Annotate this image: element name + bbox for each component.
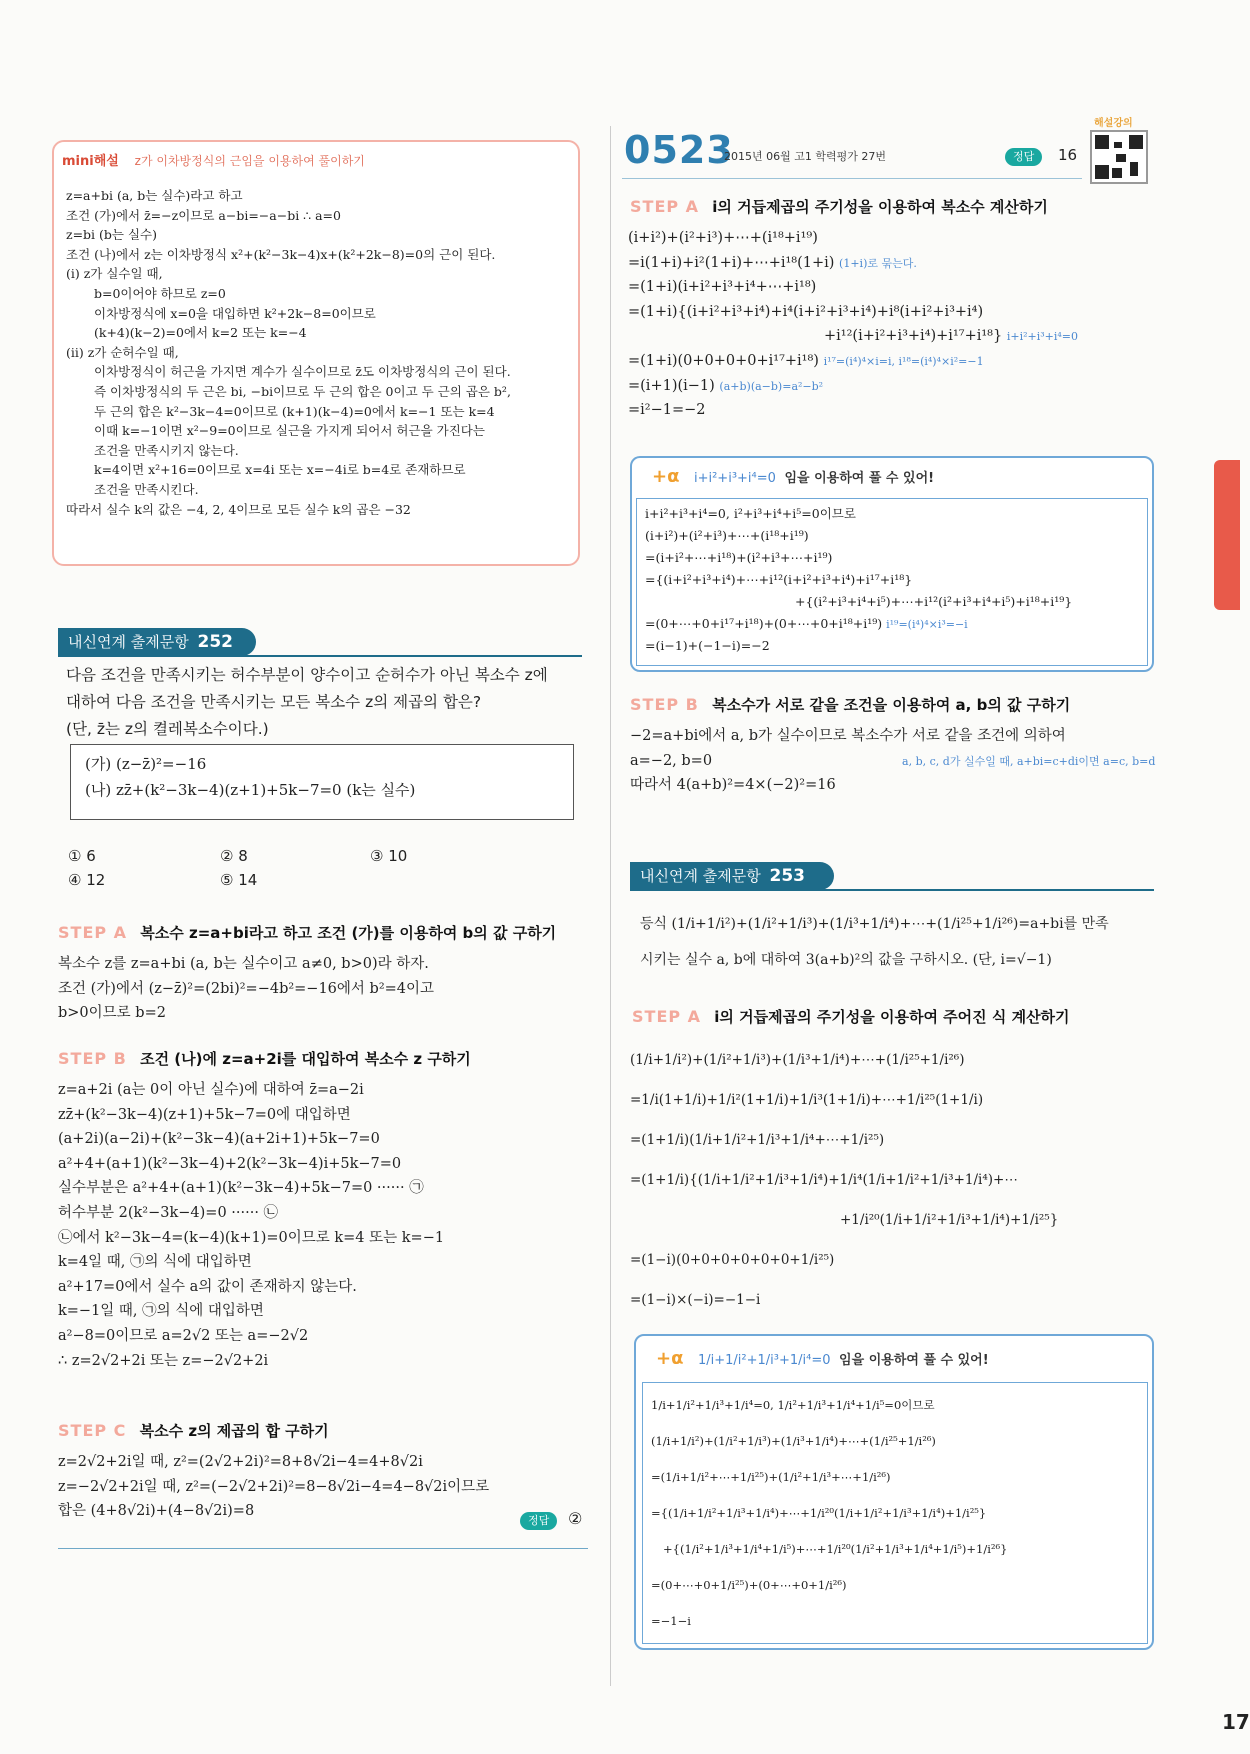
condition-line: (나) zz̄+(k²−3k−4)(z+1)+5k−7=0 (k는 실수): [85, 781, 416, 799]
step-line: =(1+1/i)(1/i+1/i²+1/i³+1/i⁴+⋯+1/i²⁵): [630, 1132, 885, 1148]
step-line: 조건 (가)에서 (z−z̄)²=(2bi)²=−4b²=−16에서 b²=4이고: [58, 980, 435, 997]
tip-box-2: [634, 1334, 1154, 1650]
step-line: −2=a+bi에서 a, b가 실수이므로 복소수가 서로 같을 조건에 의하여: [630, 728, 1066, 744]
step-label: STEP A: [630, 197, 700, 216]
tip-line-text: =(0+⋯+0+i¹⁷+i¹⁸)+(0+⋯+0+i¹⁸+i¹⁹): [645, 616, 883, 631]
tag-rule: [630, 889, 1154, 891]
step-label: STEP B: [630, 695, 699, 714]
question-line: 다음 조건을 만족시키는 허수부분이 양수이고 순허수가 아닌 복소수 z에: [66, 666, 548, 684]
tip-line: 1/i+1/i²+1/i³+1/i⁴=0, 1/i²+1/i³+1/i⁴+1/i⁵=0이므로: [651, 1398, 935, 1412]
step-line: [628, 324, 1148, 349]
tip-line: ={(1/i+1/i²+1/i³+1/i⁴)+⋯+1/i²⁰(1/i+1/i²+1/i³+1/i⁴)+1/i²⁵}: [651, 1506, 987, 1520]
tag-number: 252: [197, 632, 233, 652]
mini-line: 조건을 만족시키지 않는다.: [94, 442, 239, 458]
step-line: a²+4+(a+1)(k²−3k−4)+2(k²−3k−4)i+5k−7=0: [58, 1155, 402, 1172]
step-line: 복소수 z를 z=a+bi (a, b는 실수이고 a≠0, b>0)라 하자.: [58, 956, 429, 972]
step-label: STEP A: [58, 923, 128, 942]
step-line: 실수부분은 a²+4+(a+1)(k²−3k−4)+5k−7=0 ······ ㉠: [58, 1180, 424, 1197]
mini-line: (ⅱ) z가 순허수일 때,: [66, 344, 179, 360]
step-title: 복소수 z=a+bi라고 하고 조건 (가)를 이용하여 b의 값 구하기: [140, 924, 557, 942]
tip-header: [656, 1348, 989, 1369]
tip-header: [652, 466, 934, 487]
mini-line: 이때 k=−1이면 x²−9=0이므로 실근을 가지게 되어서 허근을 가진다는: [94, 423, 485, 439]
step-line-text: a=−2, b=0: [630, 752, 713, 769]
answer-value: ②: [568, 1509, 583, 1528]
step-title: 복소수 z의 제곱의 합 구하기: [139, 1422, 329, 1440]
mini-line: z=bi (b는 실수): [66, 227, 157, 243]
header-rule: [622, 178, 1082, 179]
step-line-text: =i(1+i)+i²(1+i)+⋯+i¹⁸(1+i): [628, 254, 835, 271]
step-line: a²−8=0이므로 a=2√2 또는 a=−2√2: [58, 1327, 309, 1344]
left-step-c-body: [58, 1450, 582, 1524]
tip-title: 임을 이용하여 풀 수 있어!: [784, 471, 935, 486]
step-line: [630, 749, 1156, 774]
step-line: z=a+2i (a는 0이 아닌 실수)에 대하여 z̄=a−2i: [58, 1082, 364, 1098]
right-step-b-body: [630, 724, 1156, 798]
tip-line: [645, 613, 1139, 635]
step-note: a, b, c, d가 실수일 때, a+bi=c+di이면 a=c, b=d: [902, 754, 1156, 768]
mini-line: (k+4)(k−2)=0에서 k=2 또는 k=−4: [94, 325, 307, 341]
tip-line: =−1−i: [651, 1614, 691, 1628]
mini-line: 즉 이차방정식의 두 근은 bi, −bi이므로 두 근의 합은 0이고 두 근의 곱은 b²,: [94, 383, 511, 399]
mini-line: 따라서 실수 k의 값은 −4, 2, 4이므로 모든 실수 k의 곱은 −32: [66, 501, 411, 517]
mini-line: k=4이면 x²+16=0이므로 x=4i 또는 x=−4i로 b=4로 존재하므로: [94, 462, 466, 478]
tip-formula: i+i²+i³+i⁴=0: [693, 471, 776, 486]
tip-line: =(0+⋯+0+1/i²⁵)+(0+⋯+0+1/i²⁶): [651, 1578, 847, 1592]
step-line-text: +i¹²(i+i²+i³+i⁴)+i¹⁷+i¹⁸}: [824, 328, 1003, 345]
problem-252-conditions: [70, 744, 574, 820]
problem-252-choices: [68, 844, 568, 894]
question-line: 대하여 다음 조건을 만족시키는 모든 복소수 z의 제곱의 합은?: [66, 693, 482, 711]
problem-253-tag: [630, 862, 834, 890]
choice-4[interactable]: ④ 12: [68, 871, 106, 889]
step-title: i의 거듭제곱의 주기성을 이용하여 주어진 식 계산하기: [714, 1008, 1070, 1026]
step-line: 허수부분 2(k²−3k−4)=0 ······ ㉡: [58, 1204, 279, 1221]
tag-number: 253: [769, 866, 805, 886]
tip-line: +{(1/i²+1/i³+1/i⁴+1/i⁵)+⋯+1/i²⁰(1/i²+1/i³+1/i⁴+1/i⁵)+1/i²⁶}: [663, 1542, 1008, 1556]
right-step-b-header: [630, 694, 1070, 715]
tip-formula: 1/i+1/i²+1/i³+1/i⁴=0: [697, 1353, 831, 1368]
step-line: k=−1일 때, ㉠의 식에 대입하면: [58, 1303, 264, 1320]
mini-line: 두 근의 합은 k²−3k−4=0이므로 (k+1)(k−4)=0에서 k=−1 또는 k=4: [94, 403, 495, 419]
right-step-a-header: [630, 196, 1048, 217]
answer-badge: 정답: [1005, 148, 1042, 166]
mini-line: (ⅰ) z가 실수일 때,: [66, 266, 163, 282]
mini-line: 조건을 만족시킨다.: [94, 481, 199, 497]
step-line: 따라서 4(a+b)²=4×(−2)²=16: [630, 777, 836, 794]
step-note: (a+b)(a−b)=a²−b²: [719, 379, 824, 393]
plus-alpha-icon: +α: [652, 466, 680, 487]
mini-line: 조건 (가)에서 z̄=−z이므로 a−bi=−a−bi ∴ a=0: [66, 207, 341, 223]
step-line: +1/i²⁰(1/i+1/i²+1/i³+1/i⁴)+1/i²⁵}: [840, 1212, 1059, 1228]
question-line: (단, z̄는 z의 켤레복소수이다.): [66, 720, 269, 738]
column-divider: [610, 126, 611, 1686]
tip-line: =(i+i²+⋯+i¹⁸)+(i²+i³+⋯+i¹⁹): [645, 550, 833, 565]
right-step-a2-header: [632, 1006, 1070, 1027]
mini-line: 조건 (나)에서 z는 이차방정식 x²+(k²−3k−4)x+(k²+2k−8)=0의 근이 된다.: [66, 246, 496, 262]
step-line: =(1+i)(i+i²+i³+i⁴+⋯+i¹⁸): [628, 279, 817, 296]
mini-solution-body: [66, 186, 566, 519]
step-line: ㉡에서 k²−3k−4=(k−4)(k+1)=0이므로 k=4 또는 k=−1: [58, 1229, 445, 1246]
step-line: =1/i(1+1/i)+1/i²(1+1/i)+1/i³(1+1/i)+⋯+1/i²⁵(1+1/i): [630, 1092, 984, 1108]
step-line: =i²−1=−2: [628, 402, 706, 419]
step-label: STEP B: [58, 1049, 127, 1068]
plus-alpha-icon: +α: [656, 1348, 684, 1369]
section-rule: [58, 1548, 588, 1549]
step-line: [628, 349, 1148, 374]
step-note: i¹⁷=(i⁴)⁴×i=i, i¹⁸=(i⁴)⁴×i²=−1: [823, 354, 984, 368]
tip-title: 임을 이용하여 풀 수 있어!: [839, 1353, 989, 1368]
tip-line: ={(i+i²+i³+i⁴)+⋯+i¹²(i+i²+i³+i⁴)+i¹⁷+i¹⁸}: [645, 572, 913, 587]
mini-subtitle: z가 이차방정식의 근임을 이용하여 풀이하기: [134, 154, 365, 168]
step-label: STEP A: [632, 1007, 702, 1026]
mini-label: mini해설: [62, 154, 119, 169]
step-note: i+i²+i³+i⁴=0: [1006, 330, 1078, 344]
step-line: =(1−i)(0+0+0+0+0+0+1/i²⁵): [630, 1252, 835, 1268]
mini-line: 이차방정식에 x=0을 대입하면 k²+2k−8=0이므로: [94, 305, 376, 321]
qr-code-icon[interactable]: [1090, 130, 1148, 184]
qr-label: 해설강의: [1094, 118, 1133, 129]
step-title: i의 거듭제곱의 주기성을 이용하여 복소수 계산하기: [712, 198, 1048, 216]
step-line: 합은 (4+8√2i)+(4−8√2i)=8: [58, 1503, 255, 1520]
problem-252-tag: [58, 628, 256, 656]
tip-box-1: [630, 456, 1154, 672]
choice-2[interactable]: ② 8: [220, 847, 248, 865]
question-line: 등식 (1/i+1/i²)+(1/i²+1/i³)+(1/i³+1/i⁴)+⋯+(1/i²⁵+1/i²⁶)=a+bi를 만족: [640, 916, 1109, 932]
mini-line: b=0이어야 하므로 z=0: [94, 285, 226, 301]
step-line: [628, 251, 1148, 276]
tag-rule: [58, 655, 582, 657]
answer-value: 16: [1058, 146, 1078, 164]
problem-253-question: [640, 906, 1154, 978]
tag-label: 내신연계 출제문항: [68, 633, 189, 651]
tip-line: i+i²+i³+i⁴=0, i²+i³+i⁴+i⁵=0이므로: [645, 506, 856, 521]
mini-solution-header: [62, 150, 365, 169]
tip-line: +{(i²+i³+i⁴+i⁵)+⋯+i¹²(i²+i³+i⁴+i⁵)+i¹⁸+i¹⁹}: [795, 594, 1073, 609]
step-line: b>0이므로 b=2: [58, 1005, 166, 1022]
mini-line: 이차방정식이 허근을 가지면 계수가 실수이므로 z̄도 이차방정식의 근이 된다.: [94, 364, 511, 380]
step-line: k=4일 때, ㉠의 식에 대입하면: [58, 1254, 252, 1271]
left-step-c-header: [58, 1420, 329, 1441]
left-step-b-header: [58, 1048, 471, 1069]
step-line: =(1−i)×(−i)=−1−i: [630, 1292, 761, 1308]
problem-source: 2015년 06월 고1 학력평가 27번: [724, 150, 886, 163]
tip-line: =(i−1)+(−1−i)=−2: [645, 638, 770, 653]
condition-line: (가) (z−z̄)²=−16: [85, 755, 207, 773]
step-note: (1+i)로 묶는다.: [839, 256, 917, 270]
step-line-text: =(i+1)(i−1): [628, 377, 715, 394]
step-line: (a+2i)(a−2i)+(k²−3k−4)(a+2i+1)+5k−7=0: [58, 1131, 380, 1148]
tip-note: i¹⁹=(i⁴)⁴×i³=−i: [886, 618, 968, 631]
step-line: ∴ z=2√2+2i 또는 z=−2√2+2i: [58, 1352, 269, 1369]
step-title: 조건 (나)에 z=a+2i를 대입하여 복소수 z 구하기: [140, 1050, 471, 1068]
step-line: zz̄+(k²−3k−4)(z+1)+5k−7=0에 대입하면: [58, 1106, 351, 1123]
tip-line: (1/i+1/i²)+(1/i²+1/i³)+(1/i³+1/i⁴)+⋯+(1/i²⁵+1/i²⁶): [651, 1434, 936, 1448]
choice-1[interactable]: ① 6: [68, 847, 96, 865]
step-line: =(1+1/i){(1/i+1/i²+1/i³+1/i⁴)+1/i⁴(1/i+1/i²+1/i³+1/i⁴)+⋯: [630, 1172, 1018, 1188]
problem-number: 0523: [624, 128, 734, 172]
step-line: z=2√2+2i일 때, z²=(2√2+2i)²=8+8√2i−4=4+8√2i: [58, 1454, 423, 1470]
tip-content: [636, 498, 1148, 666]
step-label: STEP C: [58, 1421, 127, 1440]
step-title: 복소수가 서로 같을 조건을 이용하여 a, b의 값 구하기: [712, 696, 1071, 714]
choice-5[interactable]: ⑤ 14: [220, 871, 258, 889]
page-number: 17: [1222, 1710, 1250, 1734]
tag-label: 내신연계 출제문항: [640, 867, 761, 885]
chapter-side-tab: [1214, 460, 1240, 610]
right-step-a2-body: [630, 1040, 1154, 1316]
choice-3[interactable]: ③ 10: [370, 847, 408, 865]
step-line: z=−2√2+2i일 때, z²=(−2√2+2i)²=8−8√2i−4=4−8√2i이므로: [58, 1478, 490, 1495]
step-line: a²+17=0에서 실수 a의 값이 존재하지 않는다.: [58, 1278, 357, 1295]
left-step-b-body: [58, 1078, 582, 1373]
step-line: (1/i+1/i²)+(1/i²+1/i³)+(1/i³+1/i⁴)+⋯+(1/i²⁵+1/i²⁶): [630, 1052, 965, 1068]
mini-solution-box: [52, 140, 580, 566]
left-step-a-header: [58, 922, 556, 943]
step-line-text: =(1+i)(0+0+0+0+i¹⁷+i¹⁸): [628, 352, 819, 369]
left-step-a-body: [58, 952, 582, 1026]
tip-line: (i+i²)+(i²+i³)+⋯+(i¹⁸+i¹⁹): [645, 528, 809, 543]
step-line: [628, 374, 1148, 399]
problem-252-question: [66, 662, 586, 743]
step-line: (i+i²)+(i²+i³)+⋯+(i¹⁸+i¹⁹): [628, 230, 818, 246]
tip-content: [642, 1382, 1148, 1644]
step-line: =(1+i){(i+i²+i³+i⁴)+i⁴(i+i²+i³+i⁴)+i⁸(i+i²+i³+i⁴): [628, 303, 984, 320]
right-step-a-body: [628, 226, 1148, 423]
tip-line: =(1/i+1/i²+⋯+1/i²⁵)+(1/i²+1/i³+⋯+1/i²⁶): [651, 1470, 891, 1484]
mini-line: z=a+bi (a, b는 실수)라고 하고: [66, 188, 243, 203]
answer-badge: 정답: [520, 1512, 557, 1530]
question-line: 시키는 실수 a, b에 대하여 3(a+b)²의 값을 구하시오. (단, i=√−1): [640, 952, 1052, 968]
